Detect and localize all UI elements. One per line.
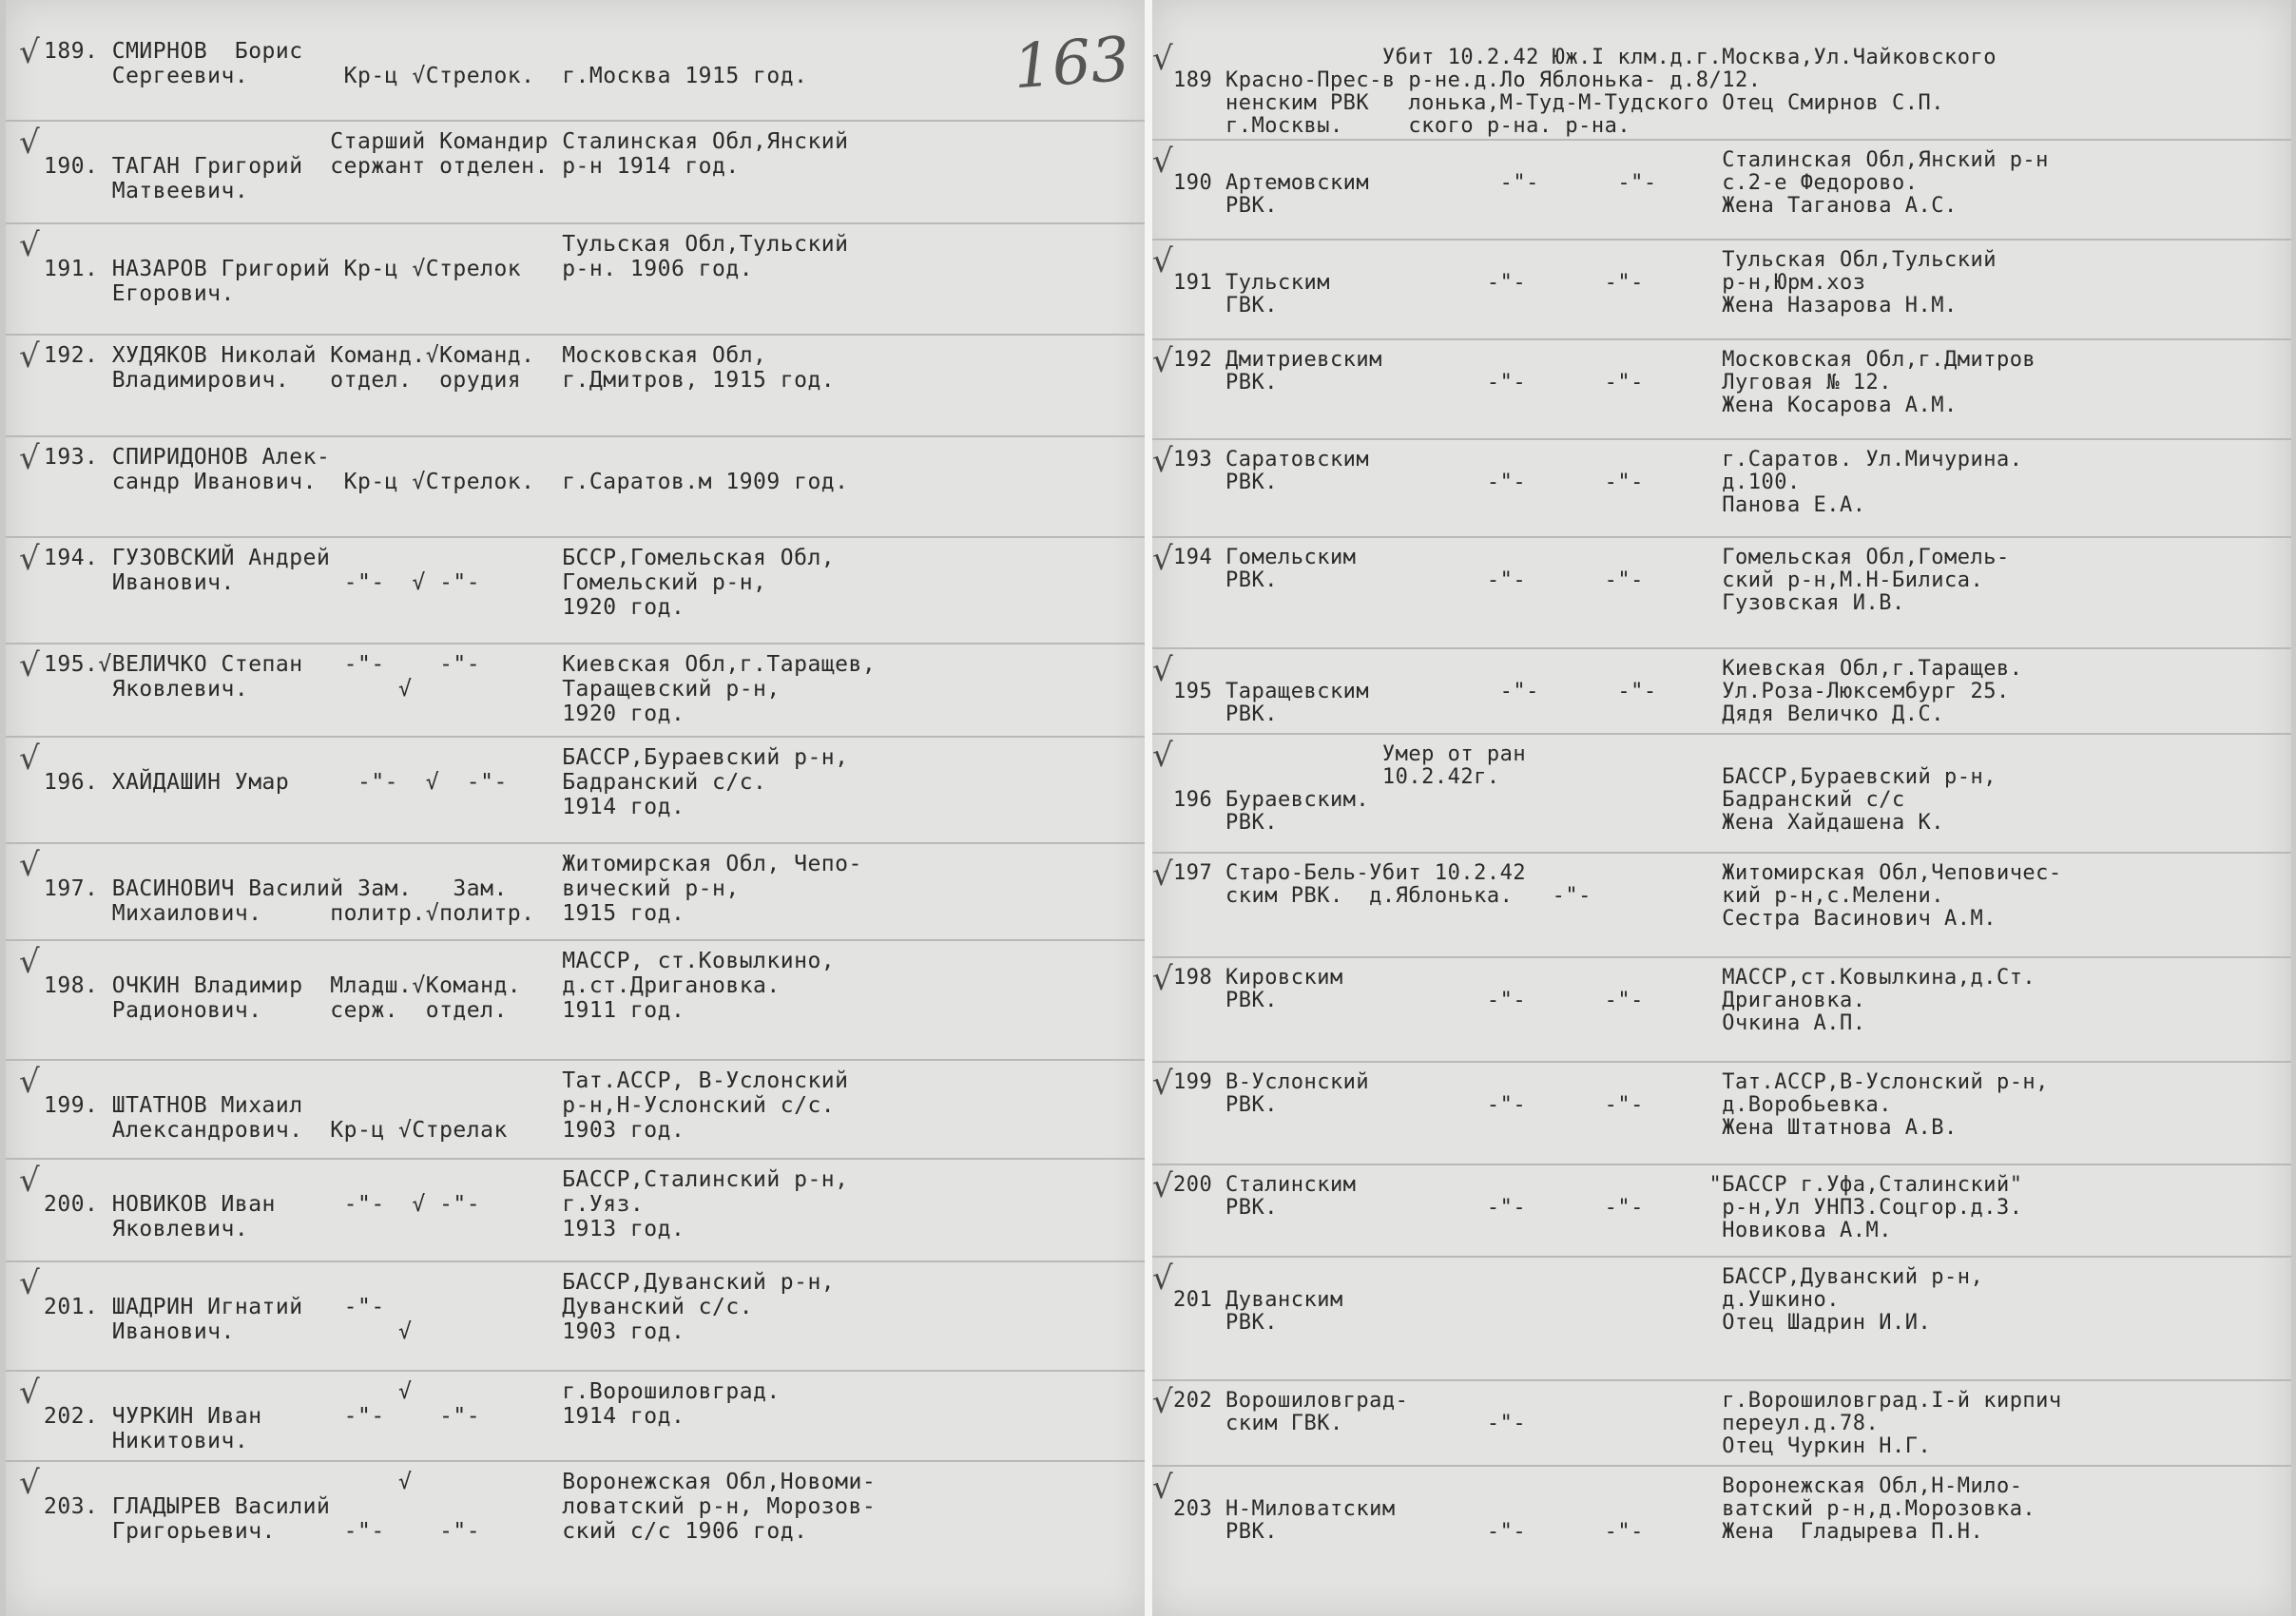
right-page <box>1152 0 2291 1616</box>
entry-text-line: 201 Дуванским д.Ушкино. <box>1173 1288 1841 1312</box>
entry-text-line: РВК. -"- -"- д.Воробьевка. <box>1173 1093 1892 1117</box>
entry-text-line: 1914 год. <box>44 795 685 819</box>
row-divider <box>6 842 1145 844</box>
entry-text-line: РВК. -"- -"- ский р-н,М.Н-Билиса. <box>1173 568 1984 592</box>
row-divider <box>6 222 1145 224</box>
register-entry <box>6 1063 1145 1162</box>
register-entry <box>6 1464 1145 1616</box>
register-entry <box>1152 960 2291 1065</box>
entry-text-line: Тульская Обл,Тульский <box>1173 248 1997 272</box>
entry-text-line: 198. ОЧКИН Владимир Младш.√Команд. д.ст.Дригановка. <box>44 973 781 998</box>
entry-text-line: 192 Дмитриевским Московская Обл,г.Дмитров <box>1173 348 2036 372</box>
register-entry <box>6 740 1145 846</box>
row-divider <box>6 736 1145 738</box>
entry-text-line: Панова Е.А. <box>1173 493 1866 517</box>
handwritten-page-number: 163 <box>1011 24 1132 104</box>
entry-text-line: Старший Командир Сталинская Обл,Янский <box>44 129 849 154</box>
check-mark: √ <box>19 1464 40 1502</box>
check-mark: √ <box>1152 1167 1173 1205</box>
entry-text-line: 201. ШАДРИН Игнатий -"- Дуванский с/с. <box>44 1295 754 1319</box>
register-entry <box>6 226 1145 337</box>
register-entry <box>1152 442 2291 540</box>
entry-text-line: Тульская Обл,Тульский <box>44 232 849 257</box>
entry-text-line: Матвеевич. <box>44 179 249 203</box>
row-divider <box>1152 239 2291 240</box>
register-entry <box>1152 1383 2291 1469</box>
register-entry <box>1152 737 2291 856</box>
entry-text-line: МАССР, ст.Ковылкино, <box>44 949 836 973</box>
row-divider <box>1152 536 2291 538</box>
register-entry <box>1152 242 2291 342</box>
register-entry <box>1152 1260 2291 1383</box>
entry-text-line: 198 Кировским МАССР,ст.Ковылкина,д.Ст. <box>1173 966 2036 990</box>
row-divider <box>6 120 1145 122</box>
entry-text-line: 195.√ВЕЛИЧКО Степан -"- -"- Киевская Обл,г.Таращев, <box>44 652 877 677</box>
register-entry <box>1152 1065 2291 1167</box>
row-divider <box>6 1158 1145 1160</box>
entry-text-line: Сталинская Обл,Янский р-н <box>1173 148 2049 172</box>
check-mark: √ <box>1152 1065 1173 1103</box>
entry-text-line: Киевская Обл,г.Таращев. <box>1173 657 2023 681</box>
entry-text-line: Иванович. √ 1903 год. <box>44 1319 685 1344</box>
entry-text-line: г.Москвы. ского р-на. р-на. <box>1173 114 1631 138</box>
check-mark: √ <box>19 646 40 684</box>
check-mark: √ <box>1152 737 1173 775</box>
check-mark: √ <box>19 226 40 264</box>
entry-text-line: 197. ВАСИНОВИЧ Василий Зам. Зам. вический р-н, <box>44 876 740 901</box>
entry-text-line: РВК. -"- -"- д.100. <box>1173 471 1801 494</box>
check-mark: √ <box>19 124 40 162</box>
check-mark: √ <box>1152 442 1173 480</box>
row-divider <box>1152 733 2291 735</box>
row-divider <box>1152 438 2291 440</box>
entry-text-line: Убит 10.2.42 Юж.I клм.д.г.Москва,Ул.Чайковского <box>1173 46 1997 69</box>
check-mark: √ <box>19 1162 40 1200</box>
entry-text-line: 194 Гомельским Гомельская Обл,Гомель- <box>1173 546 2010 569</box>
row-divider <box>6 536 1145 538</box>
entry-text-line: БАССР,Бураевский р-н, <box>44 745 849 770</box>
entry-text-line: Григорьевич. -"- -"- ский с/с 1906 год. <box>44 1519 808 1544</box>
row-divider <box>1152 852 2291 854</box>
register-entry <box>6 337 1145 439</box>
row-divider <box>6 435 1145 437</box>
entry-text-line: ским РВК. д.Яблонька. -"- кий р-н,с.Мелени. <box>1173 884 1944 908</box>
entry-text-line: √ г.Ворошиловград. <box>44 1379 781 1404</box>
entry-text-line: Сергеевич. Кр-ц √Стрелок. г.Москва 1915 год. <box>44 64 808 88</box>
entry-text-line: Егорович. <box>44 281 235 306</box>
entry-text-line: 1920 год. <box>44 595 685 620</box>
row-divider <box>1152 1061 2291 1063</box>
register-entry <box>1152 856 2291 960</box>
check-mark: √ <box>1152 342 1173 380</box>
entry-text-line: 200 Сталинским "БАССР г.Уфа,Сталинский" <box>1173 1173 2023 1197</box>
entry-text-line: Яковлевич. √ Таращевский р-н, <box>44 677 781 702</box>
register-entry <box>6 943 1145 1063</box>
entry-text-line: 194. ГУЗОВСКИЙ Андрей БССР,Гомельская Обл, <box>44 546 836 570</box>
entry-text-line: 202. ЧУРКИН Иван -"- -"- 1914 год. <box>44 1404 685 1429</box>
row-divider <box>1152 1256 2291 1258</box>
check-mark: √ <box>1152 960 1173 998</box>
check-mark: √ <box>1152 856 1173 894</box>
register-entry <box>6 846 1145 943</box>
entry-text-line: ГВК. Жена Назарова Н.М. <box>1173 294 1958 317</box>
entry-text-line: сандр Иванович. Кр-ц √Стрелок. г.Саратов.м 1909 год. <box>44 470 849 494</box>
check-mark: √ <box>19 540 40 578</box>
row-divider <box>1152 338 2291 340</box>
register-entry <box>1152 540 2291 651</box>
register-entry <box>6 1162 1145 1264</box>
entry-text-line: Отец Чуркин Н.Г. <box>1173 1434 1932 1458</box>
check-mark: √ <box>19 439 40 477</box>
entry-text-line: РВК. -"- -"- р-н,Ул УНПЗ.Соцгор.д.3. <box>1173 1196 2023 1220</box>
register-entry <box>6 439 1145 540</box>
entry-text-line: Житомирская Обл, Чепо- <box>44 852 862 876</box>
entry-text-line: Жена Косарова А.М. <box>1173 394 1958 417</box>
entry-text-line: 192. ХУДЯКОВ Николай Команд.√Команд. Московская Обл, <box>44 343 767 368</box>
entry-text-line: 200. НОВИКОВ Иван -"- √ -"- г.Уяз. <box>44 1192 645 1217</box>
register-entry <box>6 540 1145 646</box>
check-mark: √ <box>1152 651 1173 689</box>
entry-text-line: Новикова А.М. <box>1173 1219 1892 1242</box>
entry-text-line: Михаилович. политр.√политр. 1915 год. <box>44 901 685 926</box>
row-divider <box>1152 139 2291 141</box>
entry-text-line: РВК. Отец Шадрин И.И. <box>1173 1311 1932 1335</box>
entry-text-line: РВК. Жена Таганова А.С. <box>1173 194 1958 218</box>
register-entry <box>1152 1469 2291 1616</box>
check-mark: √ <box>19 846 40 884</box>
row-divider <box>6 334 1145 336</box>
entry-text-line: √ Воронежская Обл,Новоми- <box>44 1470 877 1494</box>
check-mark: √ <box>19 740 40 778</box>
row-divider <box>6 1460 1145 1462</box>
register-entry <box>1152 40 2291 143</box>
entry-text-line: Умер от ран <box>1173 742 1527 766</box>
row-divider <box>6 1059 1145 1061</box>
entry-text-line: 189 Красно-Прес-в р-не.д.Ло Яблонька- д.8/12. <box>1173 68 1762 92</box>
check-mark: √ <box>1152 1383 1173 1421</box>
entry-text-line: 197 Старо-Бель-Убит 10.2.42 Житомирская Обл,Чеповичес- <box>1173 861 2062 885</box>
check-mark: √ <box>1152 540 1173 578</box>
entry-text-line: 196. ХАЙДАШИН Умар -"- √ -"- Бадранский с/с. <box>44 770 767 795</box>
entry-text-line: РВК. -"- -"- Дригановка. <box>1173 989 1866 1012</box>
register-entry <box>1152 1167 2291 1260</box>
entry-text-line: Гузовская И.В. <box>1173 591 1905 615</box>
row-divider <box>1152 956 2291 958</box>
check-mark: √ <box>19 33 40 71</box>
register-entry <box>1152 143 2291 242</box>
entry-text-line: 1920 год. <box>44 702 685 726</box>
entry-text-line: БАССР,Дуванский р-н, <box>44 1270 836 1295</box>
page-gutter <box>1145 0 1152 1616</box>
entry-text-line: РВК. Дядя Величко Д.С. <box>1173 702 1944 726</box>
entry-text-line: БАССР,Дуванский р-н, <box>1173 1265 1984 1289</box>
register-entry <box>6 646 1145 740</box>
register-entry <box>6 33 1145 124</box>
entry-text-line: Александрович. Кр-ц √Стрелак 1903 год. <box>44 1118 685 1143</box>
entry-text-line: 189. СМИРНОВ Борис <box>44 39 303 64</box>
entry-text-line: ским ГВК. -"- переул.д.78. <box>1173 1412 1880 1435</box>
check-mark: √ <box>19 337 40 375</box>
check-mark: √ <box>19 1264 40 1302</box>
entry-text-line: Радионович. серж. отдел. 1911 год. <box>44 998 685 1023</box>
row-divider <box>1152 1164 2291 1165</box>
entry-text-line: 195 Таращевским -"- -"- Ул.Роза-Люксембург 25. <box>1173 680 2010 703</box>
entry-text-line: 191 Тульским -"- -"- р-н,Юрм.хоз <box>1173 271 1866 295</box>
register-entry <box>6 1374 1145 1464</box>
register-entry <box>6 124 1145 226</box>
entry-text-line: 202 Ворошиловград- г.Ворошиловград.I-й кирпич <box>1173 1389 2062 1413</box>
row-divider <box>1152 1379 2291 1381</box>
entry-text-line: 199. ШТАТНОВ Михаил р-н,Н-Услонский с/с. <box>44 1093 836 1118</box>
entry-text-line: БАССР,Сталинский р-н, <box>44 1167 849 1192</box>
check-mark: √ <box>19 943 40 981</box>
check-mark: √ <box>1152 1469 1173 1507</box>
entry-text-line: 193 Саратовским г.Саратов. Ул.Мичурина. <box>1173 448 2023 471</box>
entry-text-line: РВК. Жена Хайдашена К. <box>1173 811 1944 835</box>
entry-text-line: Яковлевич. 1913 год. <box>44 1217 685 1241</box>
entry-text-line: Очкина А.П. <box>1173 1011 1866 1035</box>
row-divider <box>1152 647 2291 649</box>
row-divider <box>6 643 1145 644</box>
entry-text-line: 199 В-Услонский Тат.АССР,В-Услонский р-н, <box>1173 1070 2049 1094</box>
row-divider <box>6 1370 1145 1372</box>
entry-text-line: 196 Бураевским. Бадранский с/с <box>1173 788 1905 812</box>
entry-text-line: ненским РВК лонька,М-Туд-М-Тудского Отец Смирнов С.П. <box>1173 91 1944 115</box>
entry-text-line: 190. ТАГАН Григорий сержант отделен. р-н 1914 год. <box>44 154 740 179</box>
check-mark: √ <box>19 1374 40 1412</box>
register-entry <box>1152 342 2291 442</box>
entry-text-line: 203 Н-Миловатским ватский р-н,д.Морозовка. <box>1173 1497 2036 1521</box>
entry-text-line: Тат.АССР, В-Услонский <box>44 1068 849 1093</box>
entry-text-line: Владимирович. отдел. орудия г.Дмитров, 1915 год. <box>44 368 836 393</box>
entry-text-line: Никитович. <box>44 1429 249 1453</box>
row-divider <box>6 1260 1145 1262</box>
check-mark: √ <box>1152 143 1173 181</box>
entry-text-line: РВК. -"- -"- Жена Гладырева П.Н. <box>1173 1520 1984 1544</box>
entry-text-line: 10.2.42г. БАССР,Бураевский р-н, <box>1173 765 1997 789</box>
check-mark: √ <box>1152 1260 1173 1298</box>
entry-text-line: 193. СПИРИДОНОВ Алек- <box>44 445 331 470</box>
check-mark: √ <box>19 1063 40 1101</box>
entry-text-line: 190 Артемовским -"- -"- с.2-е Федорово. <box>1173 171 1919 195</box>
entry-text-line: Воронежская Обл,Н-Мило- <box>1173 1474 2023 1498</box>
entry-text-line: Сестра Васинович А.М. <box>1173 907 1997 931</box>
entry-text-line: РВК. -"- -"- Луговая № 12. <box>1173 371 1892 394</box>
register-entry <box>1152 651 2291 737</box>
entry-text-line: Жена Штатнова А.В. <box>1173 1116 1958 1140</box>
left-page <box>6 0 1145 1616</box>
row-divider <box>1152 1465 2291 1467</box>
register-entry <box>6 1264 1145 1374</box>
check-mark: √ <box>1152 40 1173 78</box>
check-mark: √ <box>1152 242 1173 280</box>
row-divider <box>6 939 1145 941</box>
entry-text-line: 191. НАЗАРОВ Григорий Кр-ц √Стрелок р-н. 1906 год. <box>44 257 754 281</box>
entry-text-line: 203. ГЛАДЫРЕВ Василий ловатский р-н, Морозов- <box>44 1494 877 1519</box>
entry-text-line: Иванович. -"- √ -"- Гомельский р-н, <box>44 570 767 595</box>
